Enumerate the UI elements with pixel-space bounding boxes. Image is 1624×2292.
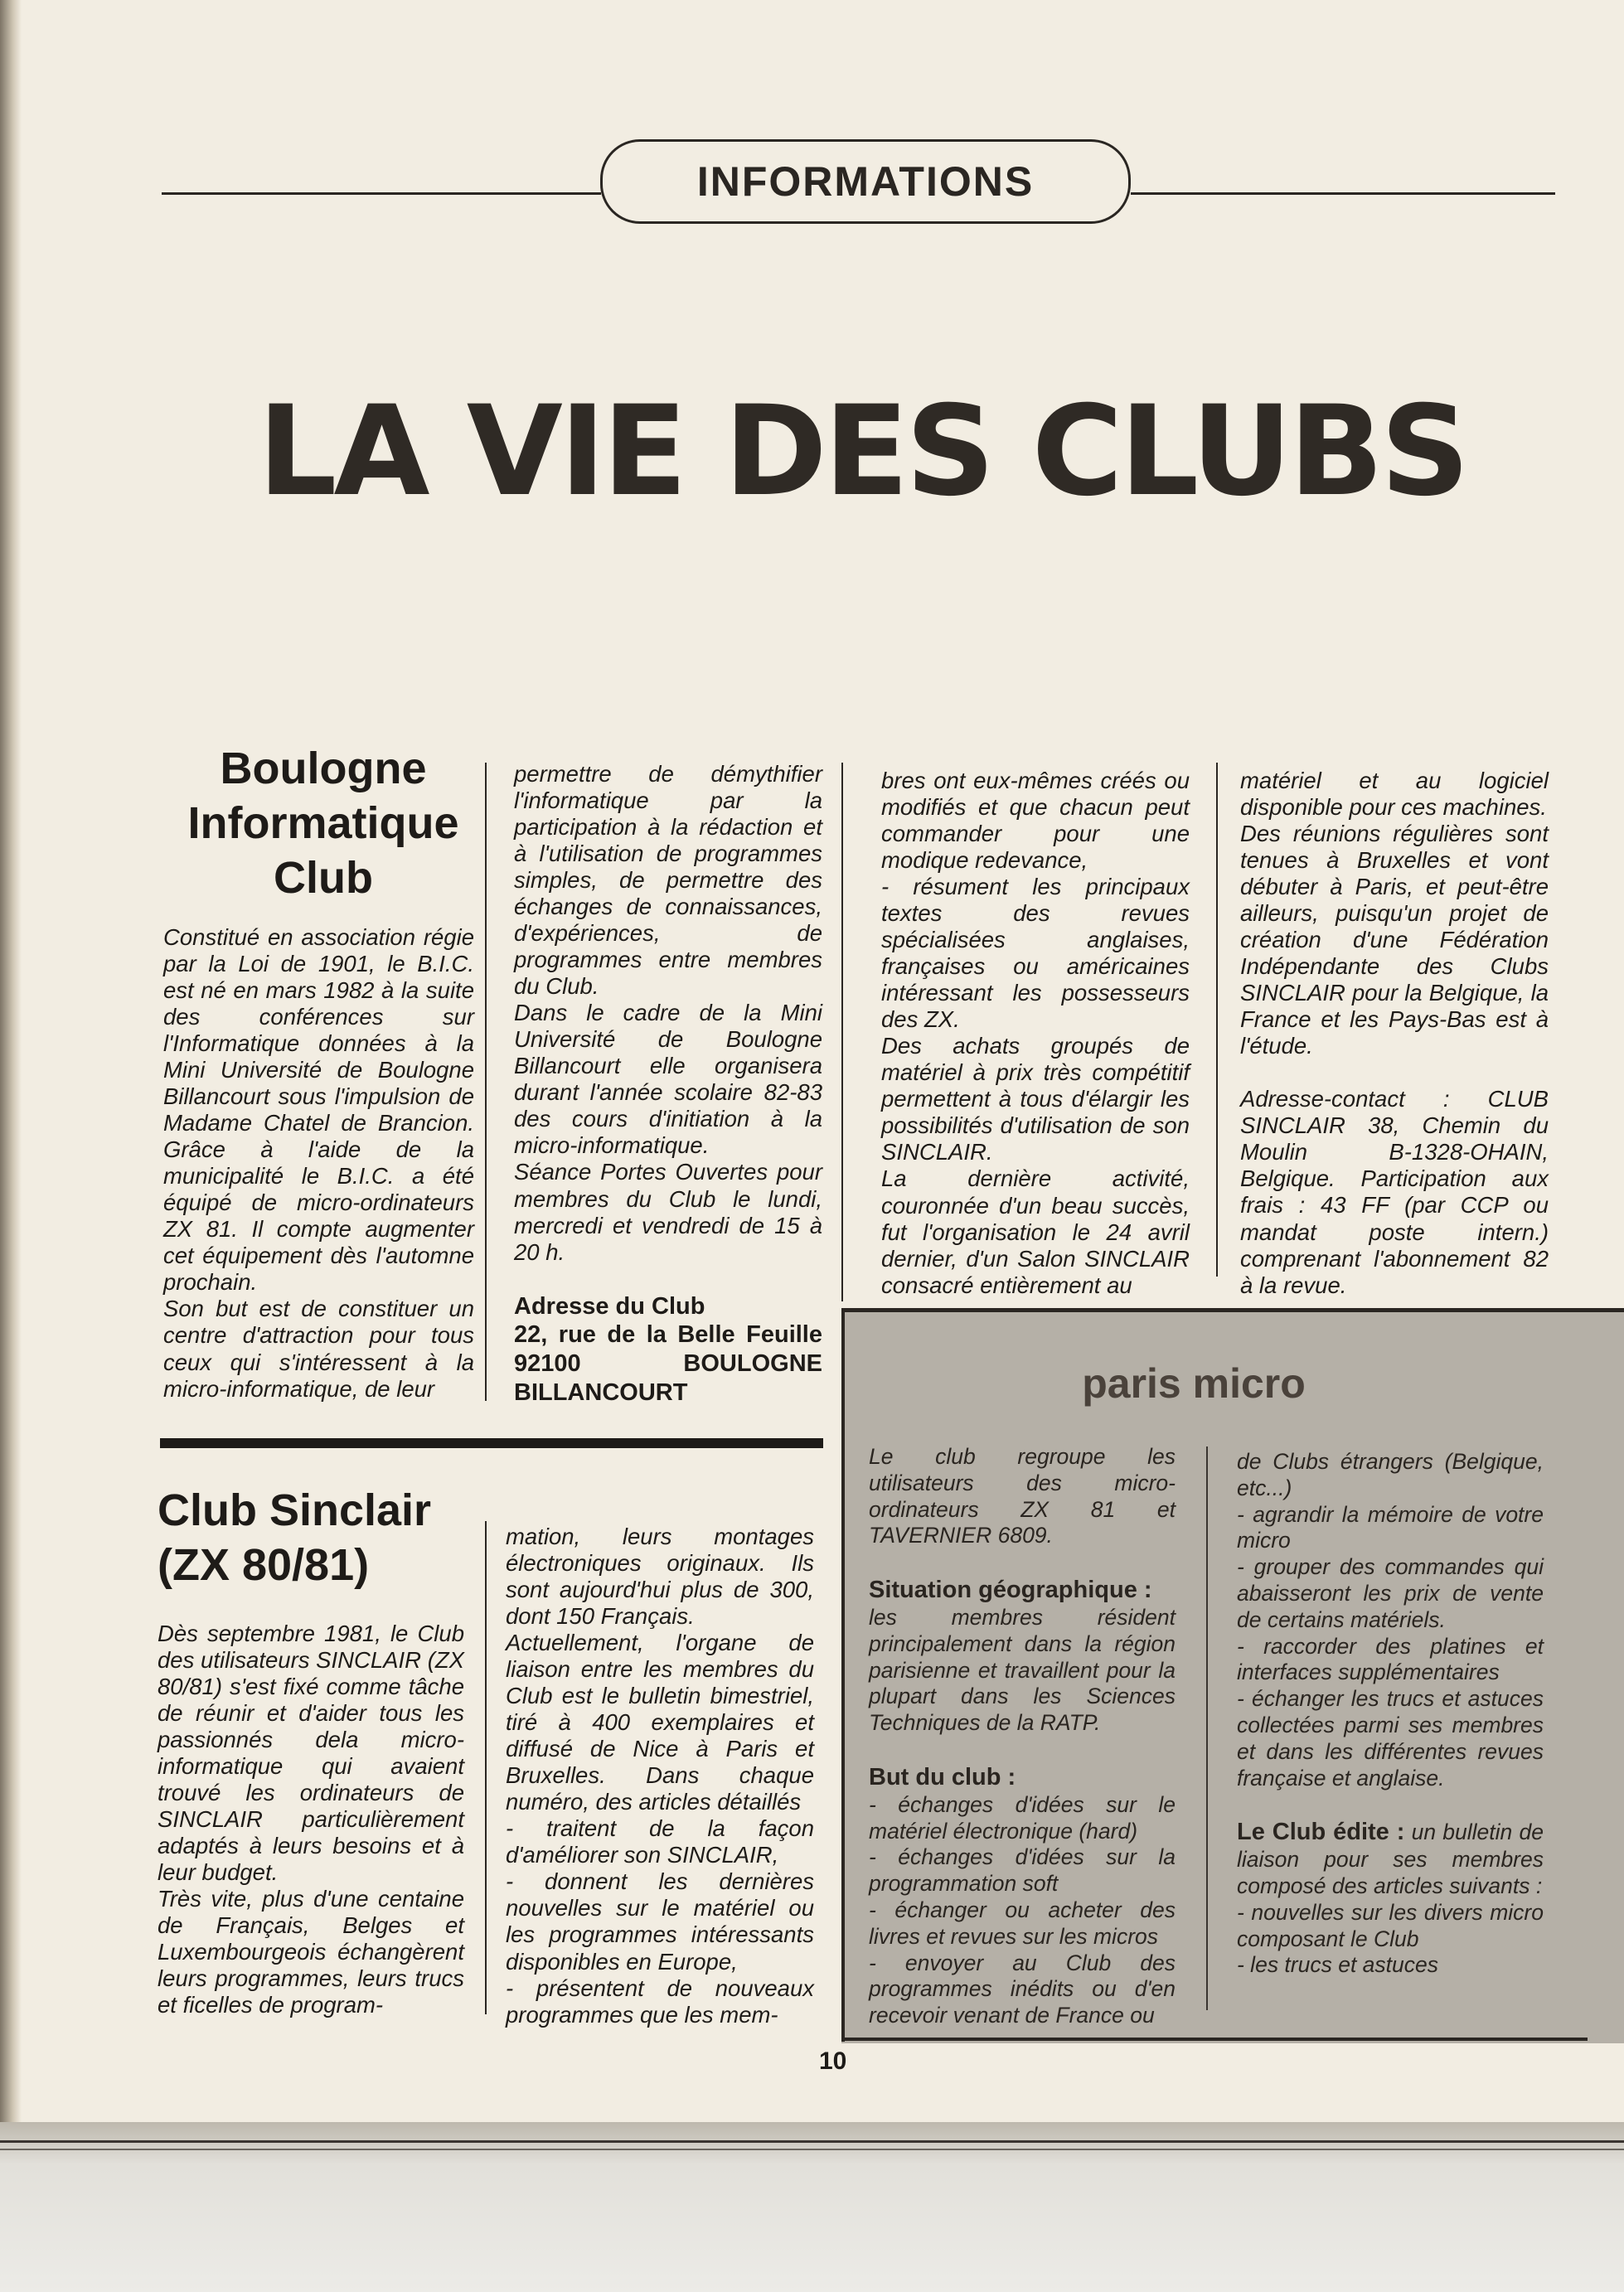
boulogne-col-2 (514, 761, 822, 1408)
sinclair-col-1 (158, 1621, 464, 2018)
header-rule-right (1131, 192, 1555, 195)
sinclair-col-2 (506, 1524, 814, 2028)
boulogne-heading-line: Boulogne (220, 744, 427, 793)
list-item: - échanger les trucs et astuces collectées parmi ses membres et dans les différentes revues française et anglaise. (1237, 1686, 1544, 1790)
boulogne-heading (158, 742, 489, 906)
paragraph: - traitent de la façon d'améliorer son SINCLAIR, (506, 1815, 814, 1868)
paragraph: bres ont eux-mêmes créés ou modifiés et que chacun peut commander pour une modique redevance, (881, 768, 1190, 874)
subheading: Situation géographique : (869, 1577, 1152, 1604)
boulogne-heading-line: Informatique (187, 797, 459, 848)
list-item: - grouper des commandes qui abaisseront les prix de vente de certains matériels. (1237, 1554, 1544, 1632)
paragraph: Actuellement, l'organe de liaison entre les membres du Club est le bulletin bimestriel, tiré à 400 exemplaires et diffusé de Nice à Paris et Bruxelles. Dans chaque numéro, des articles détaillés (506, 1630, 814, 1815)
paragraph: mation, leurs montages électroniques originaux. Ils sont aujourd'hui plus de 300, dont 150 Français. (506, 1524, 814, 1630)
paris-micro-heading: paris micro (1082, 1360, 1306, 1407)
paragraph: Séance Portes Ouvertes pour membres du Club le lundi, mercredi et vendredi de 15 à 20 h. (514, 1159, 822, 1265)
box-border (841, 1308, 845, 2042)
column-rule (485, 763, 487, 1401)
address: 22, rue de la Belle Feuille 92100 BOULOGNE BILLANCOURT (514, 1321, 822, 1406)
list-item: - agrandir la mémoire de votre micro (1237, 1501, 1544, 1553)
subheading: But du club : (869, 1763, 1016, 1790)
page-number: 10 (819, 2047, 847, 2075)
list-item: - échanger ou acheter des livres et revues sur les micros (869, 1897, 1176, 1949)
sinclair-col-4 (1240, 768, 1549, 1299)
list-item: - échanges d'idées sur le matériel électronique (hard) (869, 1791, 1176, 1844)
paragraph: - résument les principaux textes des revues spécialisées anglaises, françaises ou américaines intéressant les possesseurs des ZX. (881, 874, 1190, 1033)
list-item: - les trucs et astuces (1237, 1952, 1439, 1978)
paragraph: La dernière activité, couronnée d'un beau succès, fut l'organisation le 24 avril dernier, d'un Salon SINCLAIR consacré entièrement au (881, 1165, 1190, 1298)
paragraph: Dès septembre 1981, le Club des utilisateurs SINCLAIR (ZX 80/81) s'est fixé comme tâche de réunir et d'aider tous les passionnés dela micro-informatique qui avaient trouvé les ordinateurs de SINCLAIR particulièrement adaptés à leurs besoins et à leur budget. (158, 1621, 464, 1886)
list-item: - raccorder des platines et interfaces supplémentaires (1237, 1633, 1544, 1685)
paragraph: permettre de démythifier l'informatique par la participation à la rédaction et à l'utilisation de programmes simples, de permettre des échanges de connaissances, d'expériences, de programmes entre membres du Club. (514, 761, 822, 1000)
sinclair-col-3 (881, 768, 1190, 1299)
paragraph: matériel et au logiciel disponible pour ces machines. (1240, 768, 1549, 821)
sinclair-heading-line: (ZX 80/81) (158, 1539, 370, 1590)
subheading: Le Club édite : (1237, 1819, 1405, 1846)
sinclair-heading-line: Club Sinclair (158, 1485, 432, 1535)
paragraph: Dans le cadre de la Mini Université de Boulogne Billancourt elle organisera durant l'année scolaire 82-83 des cours d'initiation à la micro-informatique. (514, 1000, 822, 1159)
paragraph: - présentent de nouveaux programmes que les mem- (506, 1975, 814, 2028)
column-rule (841, 763, 843, 1301)
paris-micro-col-1 (869, 1444, 1176, 2029)
sinclair-heading (158, 1484, 506, 1593)
paragraph: Le club regroupe les utilisateurs des micro-ordinateurs ZX 81 et TAVERNIER 6809. (869, 1444, 1176, 1548)
column-rule (1206, 1446, 1208, 2010)
paragraph: Des achats groupés de matériel à prix très compétitif permettent à tous d'élargir les possibilités d'utilisation de son SINCLAIR. (881, 1033, 1190, 1165)
paris-micro-col-2 (1237, 1449, 1544, 1979)
paragraph: Son but est de constituer un centre d'attraction pour tous ceux qui s'intéressent à la micro-informatique, de leur (163, 1296, 474, 1402)
page-title: LA VIE DES CLUBS (257, 380, 1467, 524)
column-rule (1216, 763, 1218, 1277)
page-bottom-edge (0, 2122, 1624, 2292)
column-rule (485, 1521, 487, 2014)
list-item: - envoyer au Club des programmes inédits ou d'en recevoir venant de France ou (869, 1950, 1176, 2028)
header-rule-left (162, 192, 601, 195)
boulogne-heading-line: Club (274, 852, 373, 903)
paragraph: Adresse-contact : CLUB SINCLAIR 38, Chemin du Moulin B-1328-OHAIN, Belgique. Participation aux frais : 43 FF (par CCP ou mandat poste intern.) comprenant l'abonnement 82 à la revue. (1240, 1086, 1549, 1298)
section-label: INFORMATIONS (600, 139, 1131, 224)
address-label: Adresse du Club (514, 1292, 705, 1320)
boulogne-col-1 (163, 924, 474, 1403)
paragraph: - donnent les dernières nouvelles sur le matériel ou les programmes intéressants disponibles en Europe, (506, 1868, 814, 1975)
paragraph: Très vite, plus d'une centaine de Français, Belges et Luxembourgeois échangèrent leurs programmes, leurs trucs et ficelles de program- (158, 1886, 464, 2018)
section-separator (160, 1438, 823, 1448)
list-item: - nouvelles sur les divers micro composant le Club (1237, 1899, 1544, 1951)
paragraph: un bulletin de liaison pour ses membres composé des articles suivants : (1237, 1820, 1544, 1898)
paragraph: Constitué en association régie par la Loi de 1901, le B.I.C. est né en mars 1982 à la suite des conférences sur l'Informatique données à la Mini Université de Boulogne Billancourt sous l'impulsion de Madame Chatel de Brancion. Grâce à l'aide de la municipalité le B.I.C. a été équipé de micro-ordinateurs ZX 81. Il compte augmenter cet équipement dès l'automne prochain. (163, 924, 474, 1296)
paragraph: Des réunions régulières sont tenues à Bruxelles et vont débuter à Paris, et peut-être ailleurs, puisqu'un projet de création d'une Fédération Indépendante des Clubs SINCLAIR pour la Belgique, la France et les Pays-Bas est à l'étude. (1240, 821, 1549, 1059)
list-item: de Clubs étrangers (Belgique, etc...) (1237, 1449, 1544, 1500)
box-border (841, 2038, 1588, 2041)
paragraph: les membres résident principalement dans la région parisienne et travaillent pour la plupart dans les Sciences Techniques de la RATP. (869, 1604, 1176, 1736)
page-binding-edge (0, 0, 22, 2292)
list-item: - échanges d'idées sur la programmation soft (869, 1844, 1176, 1897)
